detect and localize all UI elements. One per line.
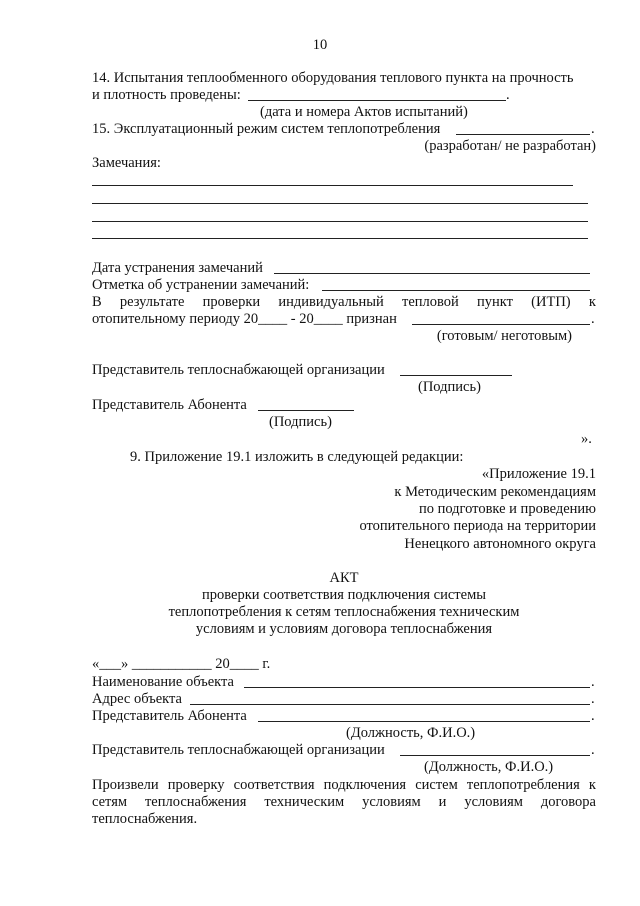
form-supplier-rep-field[interactable] bbox=[400, 755, 590, 756]
result-line-1 bbox=[92, 294, 596, 311]
subscriber-signature-line[interactable] bbox=[258, 410, 354, 411]
item14-note: (дата и номера Актов испытаний) bbox=[260, 104, 468, 120]
subscriber-signature-note: (Подпись) bbox=[269, 414, 332, 430]
remarks-line-4[interactable] bbox=[92, 238, 588, 239]
subscriber-rep-label: Представитель Абонента bbox=[92, 397, 247, 413]
conclusion-word: теплопотребления bbox=[466, 777, 580, 793]
conclusion-line-3: теплоснабжения. bbox=[92, 811, 198, 827]
item15-note: (разработан/ не разработан) bbox=[424, 138, 596, 154]
form-subscriber-rep-label: Представитель Абонента bbox=[92, 708, 247, 724]
fix-mark-label: Отметка об устранении замечаний: bbox=[92, 277, 310, 293]
conclusion-word: систем bbox=[415, 777, 458, 793]
act-subtitle-line-1: проверки соответствия подключения системы bbox=[202, 587, 486, 603]
form-supplier-rep-label: Представитель теплоснабжающей организации bbox=[92, 742, 385, 758]
conclusion-word: к bbox=[588, 777, 596, 793]
conclusion-word: проверку bbox=[167, 777, 225, 793]
result-word: проверки bbox=[202, 294, 261, 310]
position-note-2: (Должность, Ф.И.О.) bbox=[424, 759, 554, 775]
result-word: (ИТП) bbox=[531, 294, 571, 310]
result-line-2: отопительному периоду 20____ - 20____ признан bbox=[92, 311, 397, 327]
annex-header-line-2: к Методическим рекомендациям bbox=[394, 484, 596, 500]
remarks-line-1[interactable] bbox=[92, 185, 573, 186]
document-page: 10 14. Испытания теплообменного оборудования теплового пункта на прочность и плотность проведены: . (дата и номера Актов испытаний) 15. Эксплуатационный режим систем теплопотребления . (разработан/ не разработан) Замечания: Дата устранения замечаний Отметка об устранении замечаний: В результате проверки индивидуальный тепловой пункт (ИТП) к отопительному периоду 20____ - 20____ признан . (готовым/ неготовым) Представитель теплоснабжающей организации (Подпись) Представитель Абонента (Подпись) ». 9. Приложение 19.1 изложить в следующей редакции: «Приложение 19.1 к Методическим рекомендациям по подготовке и проведению отопительного периода на территории Ненецкого автономного округа АКТ проверки соответствия подключения системы теплопотребления к сетям теплоснабжения техническим условиям и условиям договора теплоснабжения «___» ___________ 20____ г. Наименование объекта . Адрес объекта . Представитель Абонента . (Должность, Ф.И.О.) Представитель теплоснабжающей организации . (Должность, Ф.И.О.) Произвели проверку соответствия подключения систем теплопотребления к сетям теплоснабжения техническим условиям и условиям договора теплоснабжения. bbox=[0, 0, 640, 906]
result-word: пункт bbox=[476, 294, 513, 310]
conclusion-word: соответствия bbox=[233, 777, 315, 793]
result-word: индивидуальный bbox=[278, 294, 384, 310]
amendment-text: 9. Приложение 19.1 изложить в следующей редакции: bbox=[130, 449, 464, 465]
conclusion-word: и bbox=[438, 794, 447, 810]
act-subtitle-line-3: условиям и условиям договора теплоснабжения bbox=[195, 621, 493, 637]
act-subtitle-line-2: теплопотребления к сетям теплоснабжения техническим bbox=[168, 604, 520, 620]
remarks-line-2[interactable] bbox=[92, 203, 588, 204]
quote-end: ». bbox=[581, 431, 592, 447]
item14-blank-line[interactable] bbox=[248, 100, 506, 101]
annex-header-line-5: Ненецкого автономного округа bbox=[404, 536, 596, 552]
conclusion-line-2 bbox=[92, 794, 596, 811]
supplier-signature-line[interactable] bbox=[400, 375, 512, 376]
remarks-line-3[interactable] bbox=[92, 221, 588, 222]
conclusion-word: договора bbox=[540, 794, 596, 810]
form-subscriber-rep-field[interactable] bbox=[258, 721, 590, 722]
supplier-rep-label: Представитель теплоснабжающей организации bbox=[92, 362, 385, 378]
annex-header-line-1: «Приложение 19.1 bbox=[481, 466, 596, 482]
result-note: (готовым/ неготовым) bbox=[436, 328, 572, 344]
result-word: результате bbox=[119, 294, 185, 310]
remarks-label: Замечания: bbox=[92, 155, 161, 171]
object-name-label: Наименование объекта bbox=[92, 674, 234, 690]
conclusion-line-1 bbox=[92, 777, 596, 794]
conclusion-word: техническим bbox=[264, 794, 345, 810]
object-name-field[interactable] bbox=[244, 687, 590, 688]
conclusion-word: подключения bbox=[323, 777, 407, 793]
result-word: к bbox=[588, 294, 596, 310]
object-address-label: Адрес объекта bbox=[92, 691, 182, 707]
fix-date-line[interactable] bbox=[274, 273, 590, 274]
item15-text: 15. Эксплуатационный режим систем теплопотребления bbox=[92, 121, 441, 137]
conclusion-word: теплоснабжения bbox=[144, 794, 247, 810]
result-word: тепловой bbox=[401, 294, 459, 310]
fix-mark-line[interactable] bbox=[322, 290, 590, 291]
item14-text-line2: и плотность проведены: bbox=[92, 87, 241, 103]
annex-header-line-3: по подготовке и проведению bbox=[418, 501, 596, 517]
object-address-field[interactable] bbox=[190, 704, 590, 705]
act-date-line[interactable]: «___» ___________ 20____ г. bbox=[92, 656, 271, 672]
act-title: АКТ bbox=[329, 570, 359, 586]
position-note-1: (Должность, Ф.И.О.) bbox=[346, 725, 476, 741]
conclusion-word: Произвели bbox=[92, 777, 159, 793]
result-word: В bbox=[92, 294, 102, 310]
annex-header-line-4: отопительного периода на территории bbox=[359, 518, 596, 534]
page-number: 10 bbox=[312, 37, 328, 53]
item15-blank-line[interactable] bbox=[456, 134, 590, 135]
item14-text-line1: 14. Испытания теплообменного оборудования теплового пункта на прочность bbox=[92, 70, 574, 86]
conclusion-word: условиям bbox=[362, 794, 421, 810]
conclusion-word: условиям bbox=[464, 794, 523, 810]
fix-date-label: Дата устранения замечаний bbox=[92, 260, 263, 276]
conclusion-word: сетям bbox=[92, 794, 128, 810]
result-blank-line[interactable] bbox=[412, 324, 590, 325]
supplier-signature-note: (Подпись) bbox=[418, 379, 481, 395]
